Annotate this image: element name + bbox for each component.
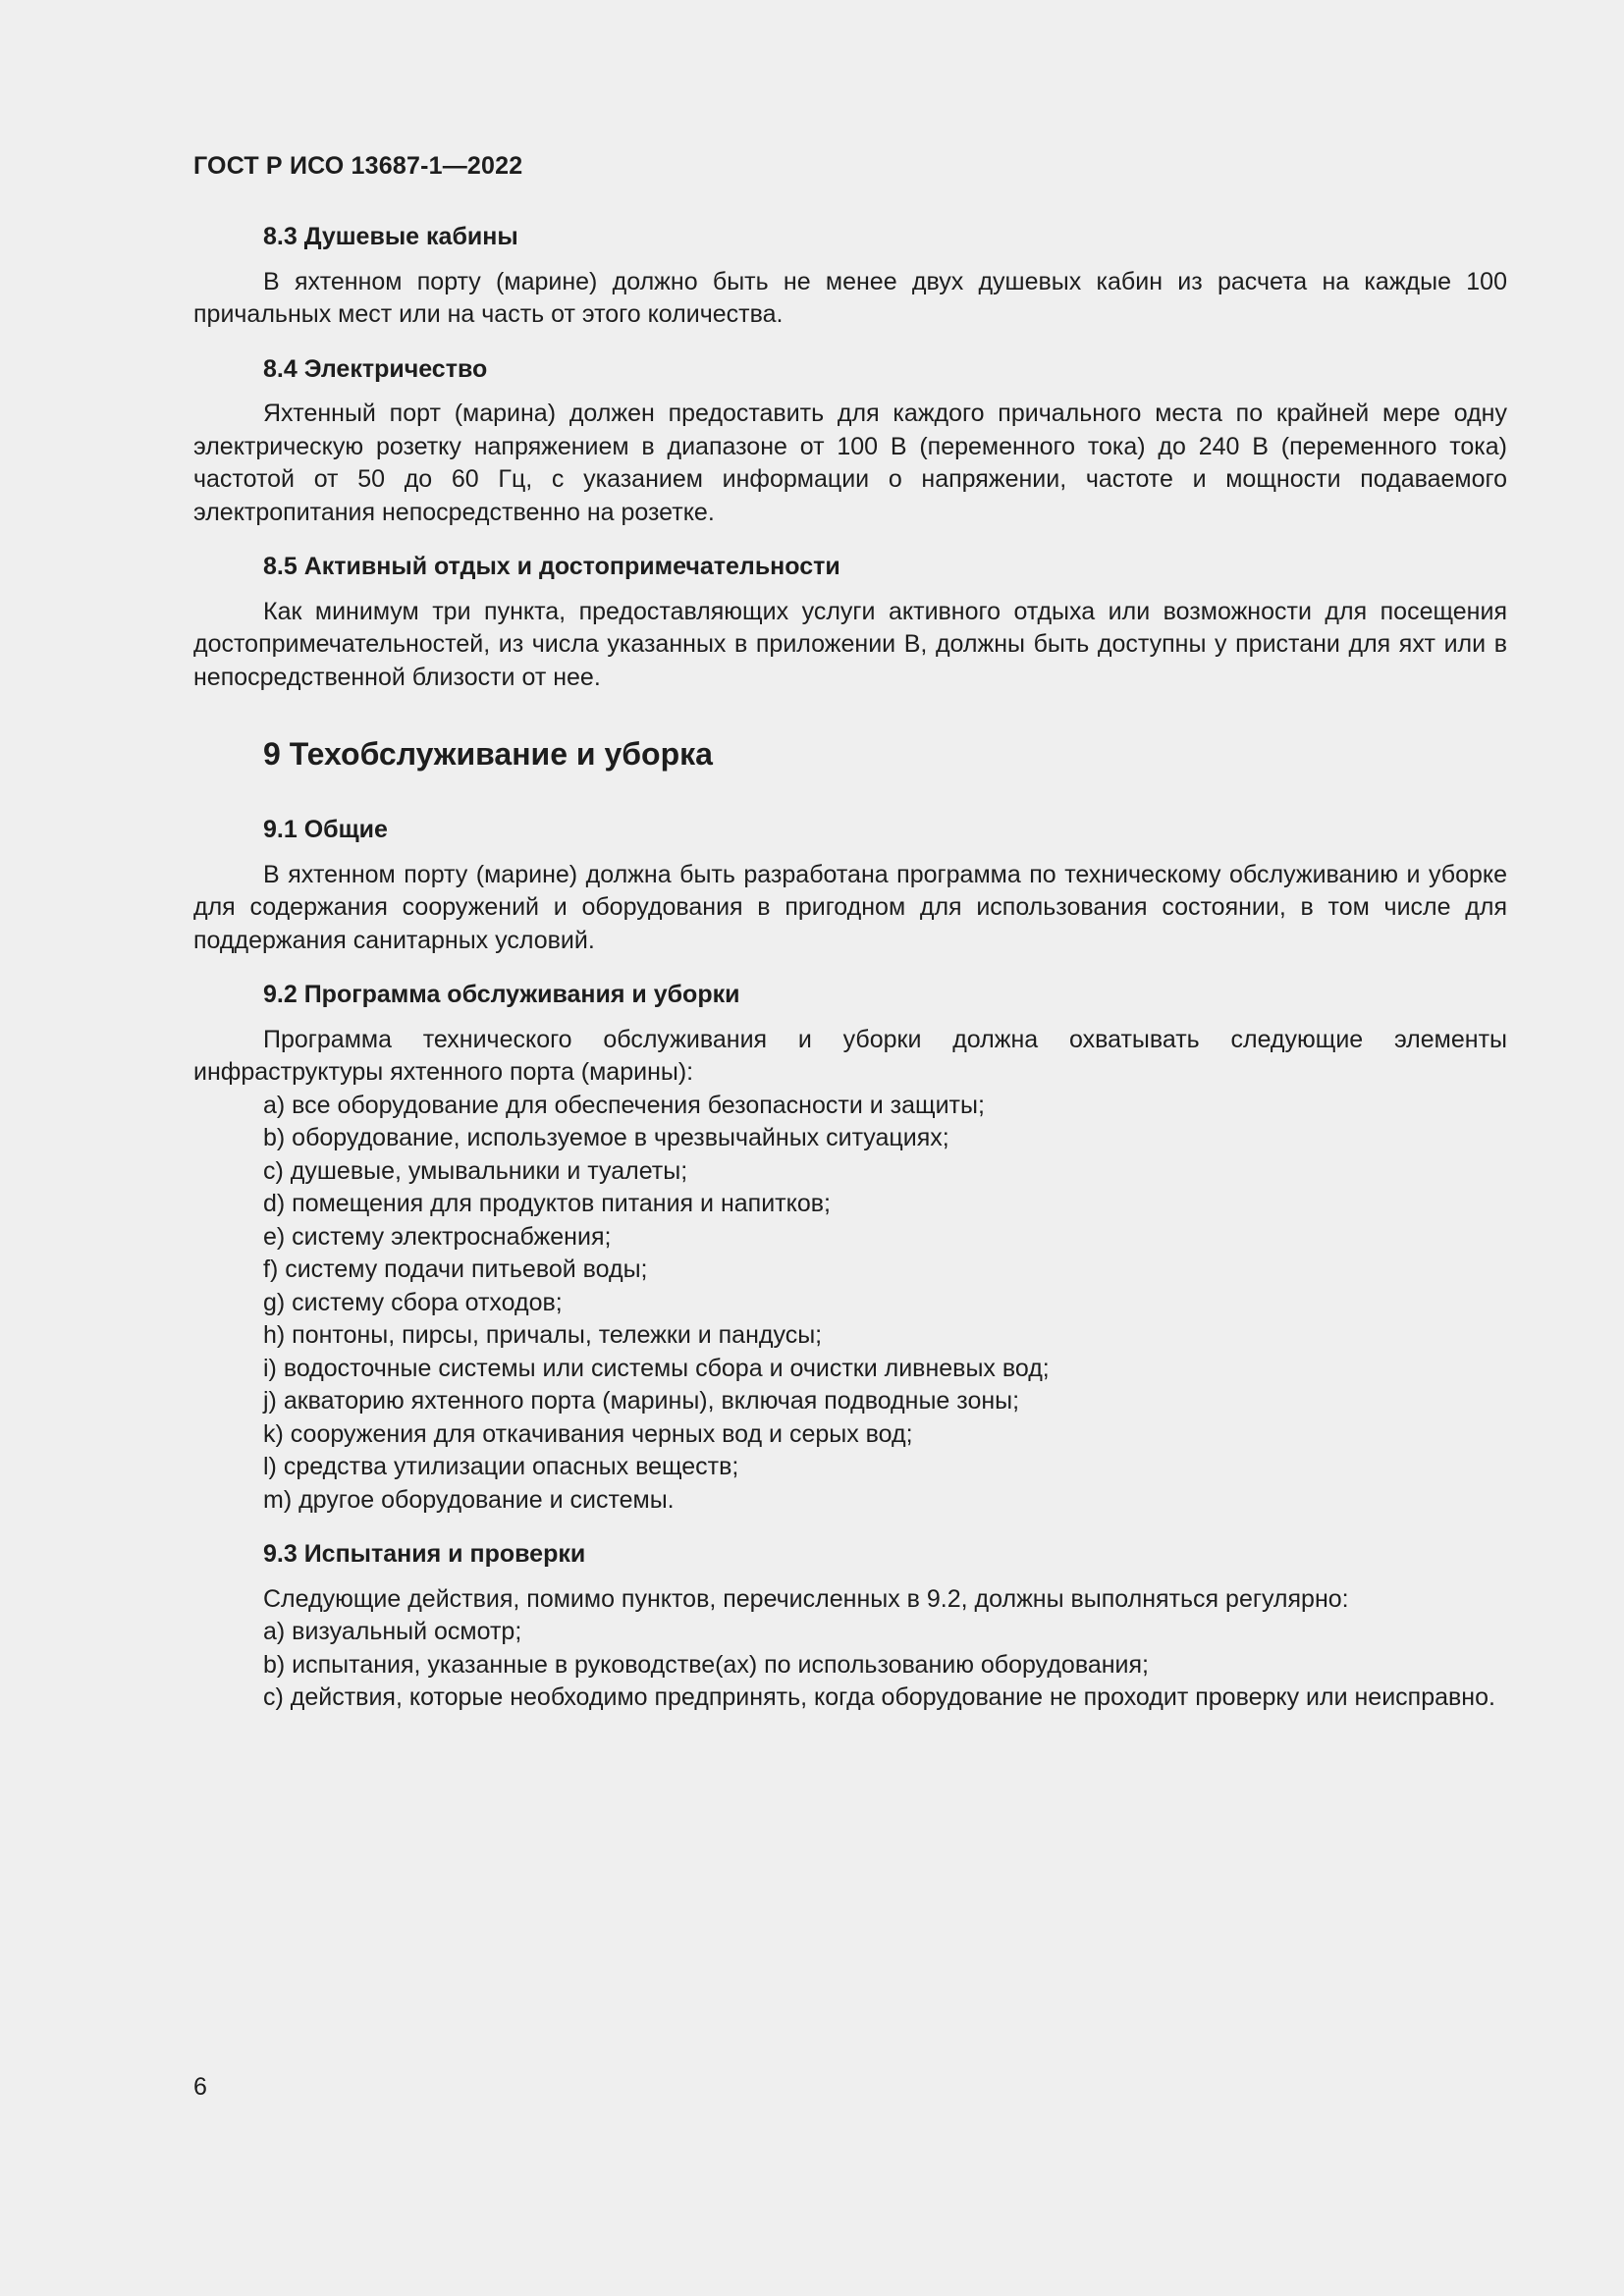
- section-text-8-3: В яхтенном порту (марине) должно быть не менее двух душевых кабин из расчета на каждые 100 причальных мест или на часть от этого количества.: [193, 267, 1507, 328]
- inspection-action-list: [193, 1616, 1507, 1715]
- section-heading-9-1: 9.1 Общие: [263, 816, 388, 843]
- list-item: m) другое оборудование и системы.: [263, 1485, 675, 1514]
- document-body: [193, 221, 1507, 1736]
- list-item: k) сооружения для откачивания черных вод и серых вод;: [263, 1419, 913, 1448]
- list-item: a) визуальный осмотр;: [263, 1618, 522, 1645]
- list-item: b) оборудование, используемое в чрезвычайных ситуациях;: [263, 1124, 949, 1151]
- section-text-9-1: В яхтенном порту (марине) должна быть разработана программа по техническому обслуживанию и уборке для содержания сооружений и оборудования в пригодном для использования состоянии, в том числе для поддержания санитарных условий.: [193, 860, 1507, 954]
- section-heading-8-4: 8.4 Электричество: [263, 354, 488, 383]
- section-text-8-5: Как минимум три пункта, предоставляющих услуги активного отдыха или возможности для посещения достопримечательностей, из числа указанных в приложении В, должны быть доступны у пристани для яхт или в непосредственной близости от нее.: [193, 597, 1507, 691]
- list-item: g) систему сбора отходов;: [263, 1288, 563, 1316]
- section-text-8-4: Яхтенный порт (марина) должен предоставить для каждого причального места по крайней мере одну электрическую розетку напряжением в диапазоне от 100 В (переменного тока) до 240 В (переменного тока) частотой от 50 до 60 Гц, с указанием информации о напряжении, частоте и мощности подаваемого электропитания непосредственно на розетке.: [193, 400, 1507, 526]
- list-item: l) средства утилизации опасных веществ;: [263, 1453, 739, 1480]
- list-item: e) систему электроснабжения;: [263, 1222, 612, 1251]
- document-header: ГОСТ Р ИСО 13687-1—2022: [193, 152, 523, 180]
- section-heading-8-3: 8.3 Душевые кабины: [263, 223, 518, 250]
- list-item: c) душевые, умывальники и туалеты;: [263, 1156, 688, 1185]
- section-intro-9-3: Следующие действия, помимо пунктов, перечисленных в 9.2, должны выполняться регулярно:: [263, 1584, 1349, 1613]
- list-item: b) испытания, указанные в руководстве(ах) по использованию оборудования;: [263, 1650, 1149, 1679]
- list-item: c) действия, которые необходимо предпринять, когда оборудование не проходит проверку или неисправно.: [263, 1683, 1495, 1711]
- list-item: i) водосточные системы или системы сбора и очистки ливневых вод;: [263, 1354, 1050, 1382]
- list-item: j) акваторию яхтенного порта (марины), включая подводные зоны;: [263, 1387, 1020, 1415]
- list-item: d) помещения для продуктов питания и напитков;: [263, 1190, 831, 1217]
- section-heading-9-3: 9.3 Испытания и проверки: [263, 1540, 586, 1568]
- list-item: h) понтоны, пирсы, причалы, тележки и пандусы;: [263, 1321, 823, 1349]
- section-intro-9-2: Программа технического обслуживания и уборки должна охватывать следующие элементы инфраструктуры яхтенного порта (марины):: [193, 1025, 1507, 1086]
- section-heading-9-2: 9.2 Программа обслуживания и уборки: [263, 981, 740, 1008]
- list-item: a) все оборудование для обеспечения безопасности и защиты;: [263, 1091, 985, 1119]
- maintenance-element-list: [193, 1090, 1507, 1518]
- section-heading-8-5: 8.5 Активный отдых и достопримечательности: [263, 553, 840, 580]
- chapter-heading-9: 9 Техобслуживание и уборка: [263, 736, 713, 772]
- list-item: f) систему подачи питьевой воды;: [263, 1255, 648, 1283]
- page-number: 6: [193, 2073, 207, 2101]
